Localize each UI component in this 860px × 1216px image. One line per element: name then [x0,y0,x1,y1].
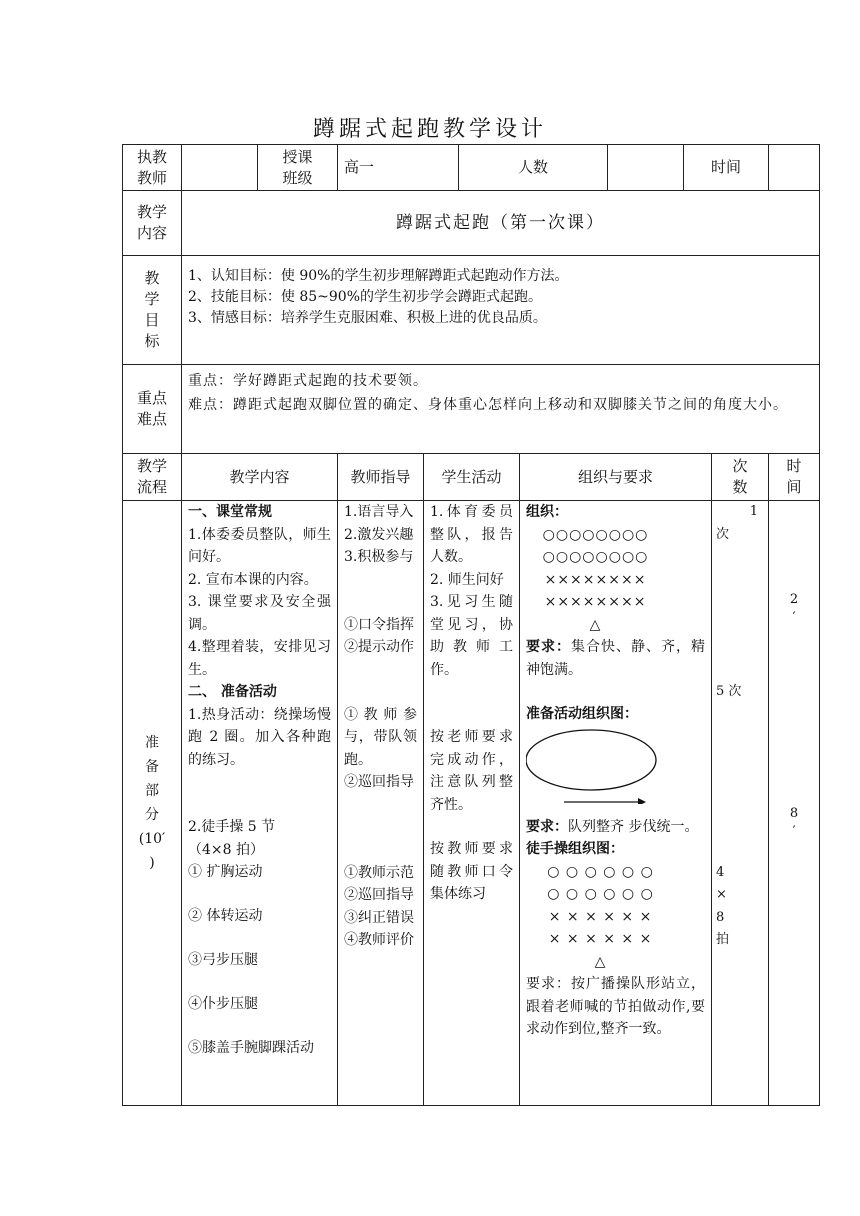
count-value [608,145,684,191]
arrow-head [638,798,646,804]
class-label: 授课 班级 [258,145,338,191]
prep-student: 1.体育委员整队，报告人数。 2. 师生问好 3.见习生随堂见习，协助教师工作。 按老师要求完成动作，注意队列整齐性。 按教师要求随教师口令集体练习 [424,501,520,1106]
lesson-plan-table [122,144,820,1106]
goal-item: 1、认知目标：使 90%的学生初步理解蹲距式起跑动作方法。 [188,268,569,284]
prep-org: 组织： ○○○○○○○○ ○○○○○○○○ ×××××××× ×××××××× △ 要求：集合快、静、齐，精神饱满。 准备活动组织图： 要求：队列整齐 步伐统一。 徒手操组织图： ○ ○ ○ ○ ○ ○ ○ ○ ○ ○ ○ ○ × × × × × × × × × × × × △ 要求：按广播操队形站立，跟着老师喊的节拍做动作,要求动作到位,整齐一致。 [520,501,712,1106]
col-times: 次 数 [712,454,769,501]
key-text: 重点：学好蹲距式起跑的技术要领。 难点：蹲距式起跑双脚位置的确定、身体重心怎样向上移动和双脚膝关节之间的角度大小。 [182,365,820,454]
header-row [123,145,820,191]
prep-duration: 2 ′ 8 ′ [769,501,820,1106]
drill-row: × × × × × × [548,931,653,947]
prep-label: 准 备 部 分 (10′ ) [123,501,182,1106]
section-heading: 二、 准备活动 [188,684,277,700]
col-org: 组织与要求 [520,454,712,501]
drill-row: ○ ○ ○ ○ ○ ○ [547,863,654,880]
key-row [123,365,820,454]
prep-content: 一、课堂常规 1.体委委员整队，师生问好。 2. 宣布本课的内容。 3. 课堂要求及安全强调。 4.整理着装，安排见习生。 二、 准备活动 1.热身活动：绕操场慢跑 2 圈。加入各种跑的练习。 2.徒手操 5 节 （4×8 拍） ① 扩胸运动 ② 体转运动 ③弓步压腿 ④仆步压腿 ⑤膝盖手腕脚踝活动 [182,501,338,1106]
document-title: 蹲踞式起跑教学设计 [312,117,547,142]
drill-row: ○ ○ ○ ○ ○ ○ [547,886,654,902]
key-label: 重点 难点 [123,365,182,454]
formation-row: ○○○○○○○○ [542,549,649,565]
time-label: 时间 [684,145,769,191]
prep-teacher: 1.语言导入 2.激发兴趣 3.积极参与 ①口令指挥 ②提示动作 ① 教 师 参 与，带队领跑。 ②巡回指导 ①教师示范 ②巡回指导 ③纠正错误 ④教师评价 [338,501,424,1106]
teacher-value [182,145,258,191]
goals-label: 教 学 目 标 [123,256,182,365]
col-duration: 时 间 [769,454,820,501]
teacher-label: 执教 教师 [123,145,182,191]
prep-row [123,501,820,1106]
prep-times: 1 次 5 次 4 × 8 拍 [712,501,769,1106]
drill-row: × × × × × × [548,908,653,925]
section-heading: 一、课堂常规 [188,504,272,520]
col-content: 教学内容 [182,454,338,501]
content-row [123,191,820,256]
warmup-track-diagram [526,726,666,804]
formation-row: ×××××××× [544,594,647,610]
goal-item: 2、技能目标：使 85~90%的学生初步学会蹲距式起跑。 [188,289,543,305]
count-label: 人数 [459,145,608,191]
time-value [769,145,820,191]
col-student: 学生活动 [424,454,520,501]
class-value: 高一 [338,145,459,191]
formation-row: ×××××××× [544,571,647,588]
warmup-diagram [526,726,705,804]
teacher-marker: △ [589,616,602,633]
formation-row: ○○○○○○○○ [542,526,649,543]
teacher-marker: △ [594,953,607,970]
col-process: 教学 流程 [123,454,182,501]
track-ellipse [526,730,656,790]
goals-list [182,256,820,365]
content-label: 教学 内容 [123,191,182,256]
content-value: 蹲踞式起跑（第一次课） [182,191,820,256]
columns-row [123,454,820,501]
goal-item: 3、情感目标：培养学生克服困难、积极上进的优良品质。 [188,310,547,326]
goals-row [123,256,820,365]
col-teacher: 教师指导 [338,454,424,501]
